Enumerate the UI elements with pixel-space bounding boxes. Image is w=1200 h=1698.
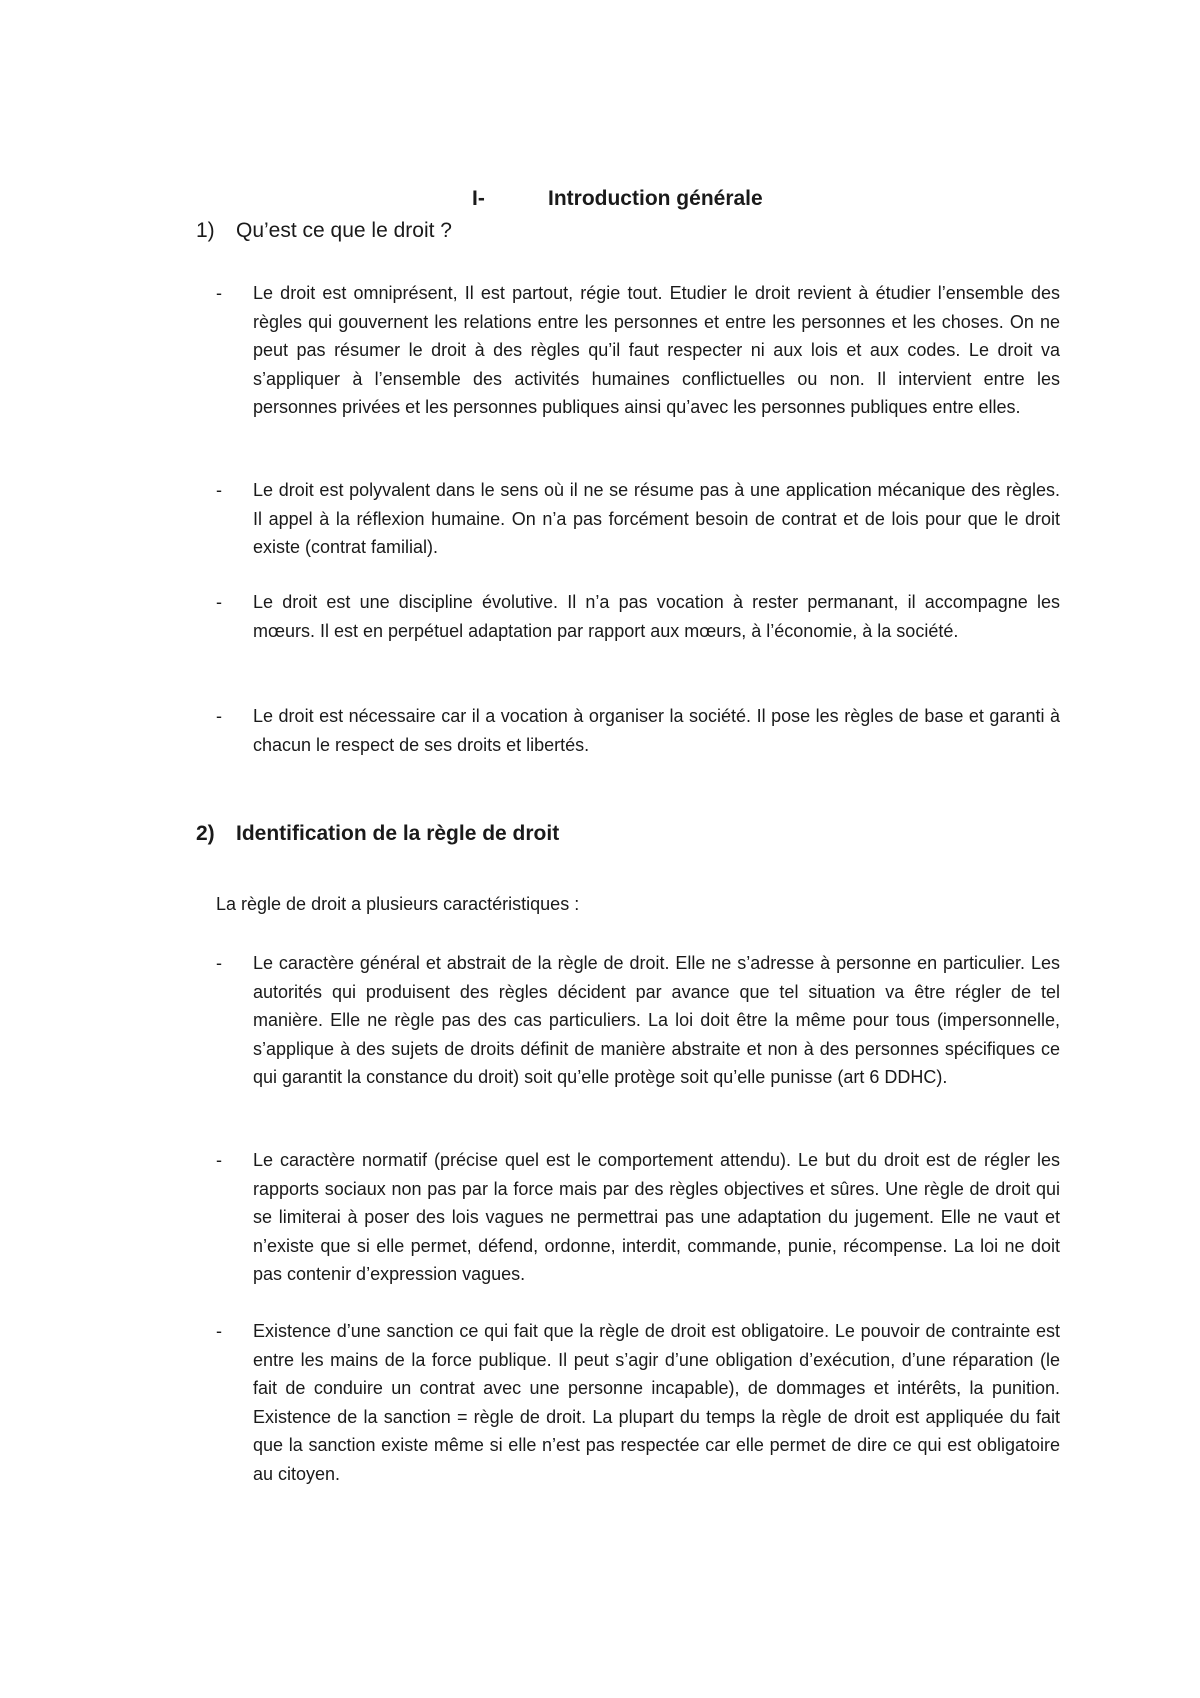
list-item-text: Le droit est omniprésent, Il est partout, régie tout. Etudier le droit revient à étudier l’ensemble des règles qui gouvernent les relations entre les personnes et entre les personnes et les choses. On ne peut pas résumer le droit à des règles qu’il faut respecter ni aux lois et aux codes. Le droit va s’appliquer à l’ensemble des activités humaines conflictuelles ou non. Il intervient entre les personnes privées et les personnes publiques ainsi qu’avec les personnes publiques entre elles. bbox=[253, 283, 1060, 418]
list-item bbox=[216, 1317, 1060, 1489]
list-item-text: Existence d’une sanction ce qui fait que la règle de droit est obligatoire. Le pouvoir de contrainte est entre les mains de la force publique. Il peut s’agir d’une obligation d’exécution, d’une réparation (le fait de conduire un contrat avec une personne incapable), de dommages et intérêts, la punition. Existence de la sanction = règle de droit. La plupart du temps la règle de droit est appliquée du fait que la sanction existe même si elle n’est pas respectée car elle permet de dire ce qui est obligatoire au citoyen. bbox=[253, 1321, 1060, 1484]
section-number: 2) bbox=[196, 822, 215, 845]
list-item-text: Le caractère normatif (précise quel est le comportement attendu). Le but du droit est de régler les rapports sociaux non pas par la force mais par des règles objectives et sûres. Une règle de droit qui se limiterai à poser des lois vagues ne permettrai pas une adaptation du jugement. Elle ne vaut et n’existe que si elle permet, défend, ordonne, interdit, commande, punie, récompense. La loi ne doit pas contenir d’expression vagues. bbox=[253, 1150, 1060, 1285]
bullet-dash: - bbox=[216, 592, 222, 612]
main-title-number: I- bbox=[472, 187, 485, 210]
list-item bbox=[216, 279, 1060, 422]
section-title: Qu’est ce que le droit ? bbox=[236, 219, 452, 242]
bullet-dash: - bbox=[216, 706, 222, 726]
bullet-dash: - bbox=[216, 1321, 222, 1341]
list-item bbox=[216, 588, 1060, 645]
list-item bbox=[216, 702, 1060, 759]
list-item bbox=[216, 1146, 1060, 1289]
bullet-dash: - bbox=[216, 283, 222, 303]
section-title: Identification de la règle de droit bbox=[236, 822, 560, 845]
main-title bbox=[0, 187, 1200, 217]
bullet-dash: - bbox=[216, 953, 222, 973]
bullet-dash: - bbox=[216, 1150, 222, 1170]
main-title-text: Introduction générale bbox=[548, 187, 763, 210]
section-heading-2 bbox=[196, 822, 559, 846]
bullet-dash: - bbox=[216, 480, 222, 500]
section-intro: La règle de droit a plusieurs caractéristiques : bbox=[216, 894, 580, 914]
list-item-text: Le droit est une discipline évolutive. Il n’a pas vocation à rester permanant, il accompagne les mœurs. Il est en perpétuel adaptation par rapport aux mœurs, à l’économie, à la société. bbox=[253, 592, 1060, 641]
list-item bbox=[216, 476, 1060, 562]
list-item-text: Le caractère général et abstrait de la règle de droit. Elle ne s’adresse à personne en particulier. Les autorités qui produisent des règles décident par avance que tel situation va être régler de tel manière. Elle ne règle pas des cas particuliers. La loi doit être la même pour tous (impersonnelle, s’applique à des sujets de droits définit de manière abstraite et non à des personnes spécifiques ce qui garantit la constance du droit) soit qu’elle protège soit qu’elle punisse (art 6 DDHC). bbox=[253, 953, 1060, 1088]
section-number: 1) bbox=[196, 219, 215, 242]
list-item-text: Le droit est polyvalent dans le sens où il ne se résume pas à une application mécanique des règles. Il appel à la réflexion humaine. On n’a pas forcément besoin de contrat et de lois pour que le droit existe (contrat familial). bbox=[253, 480, 1060, 558]
list-item bbox=[216, 949, 1060, 1092]
section-heading-1 bbox=[196, 219, 452, 243]
list-item-text: Le droit est nécessaire car il a vocation à organiser la société. Il pose les règles de base et garanti à chacun le respect de ses droits et libertés. bbox=[253, 706, 1060, 755]
